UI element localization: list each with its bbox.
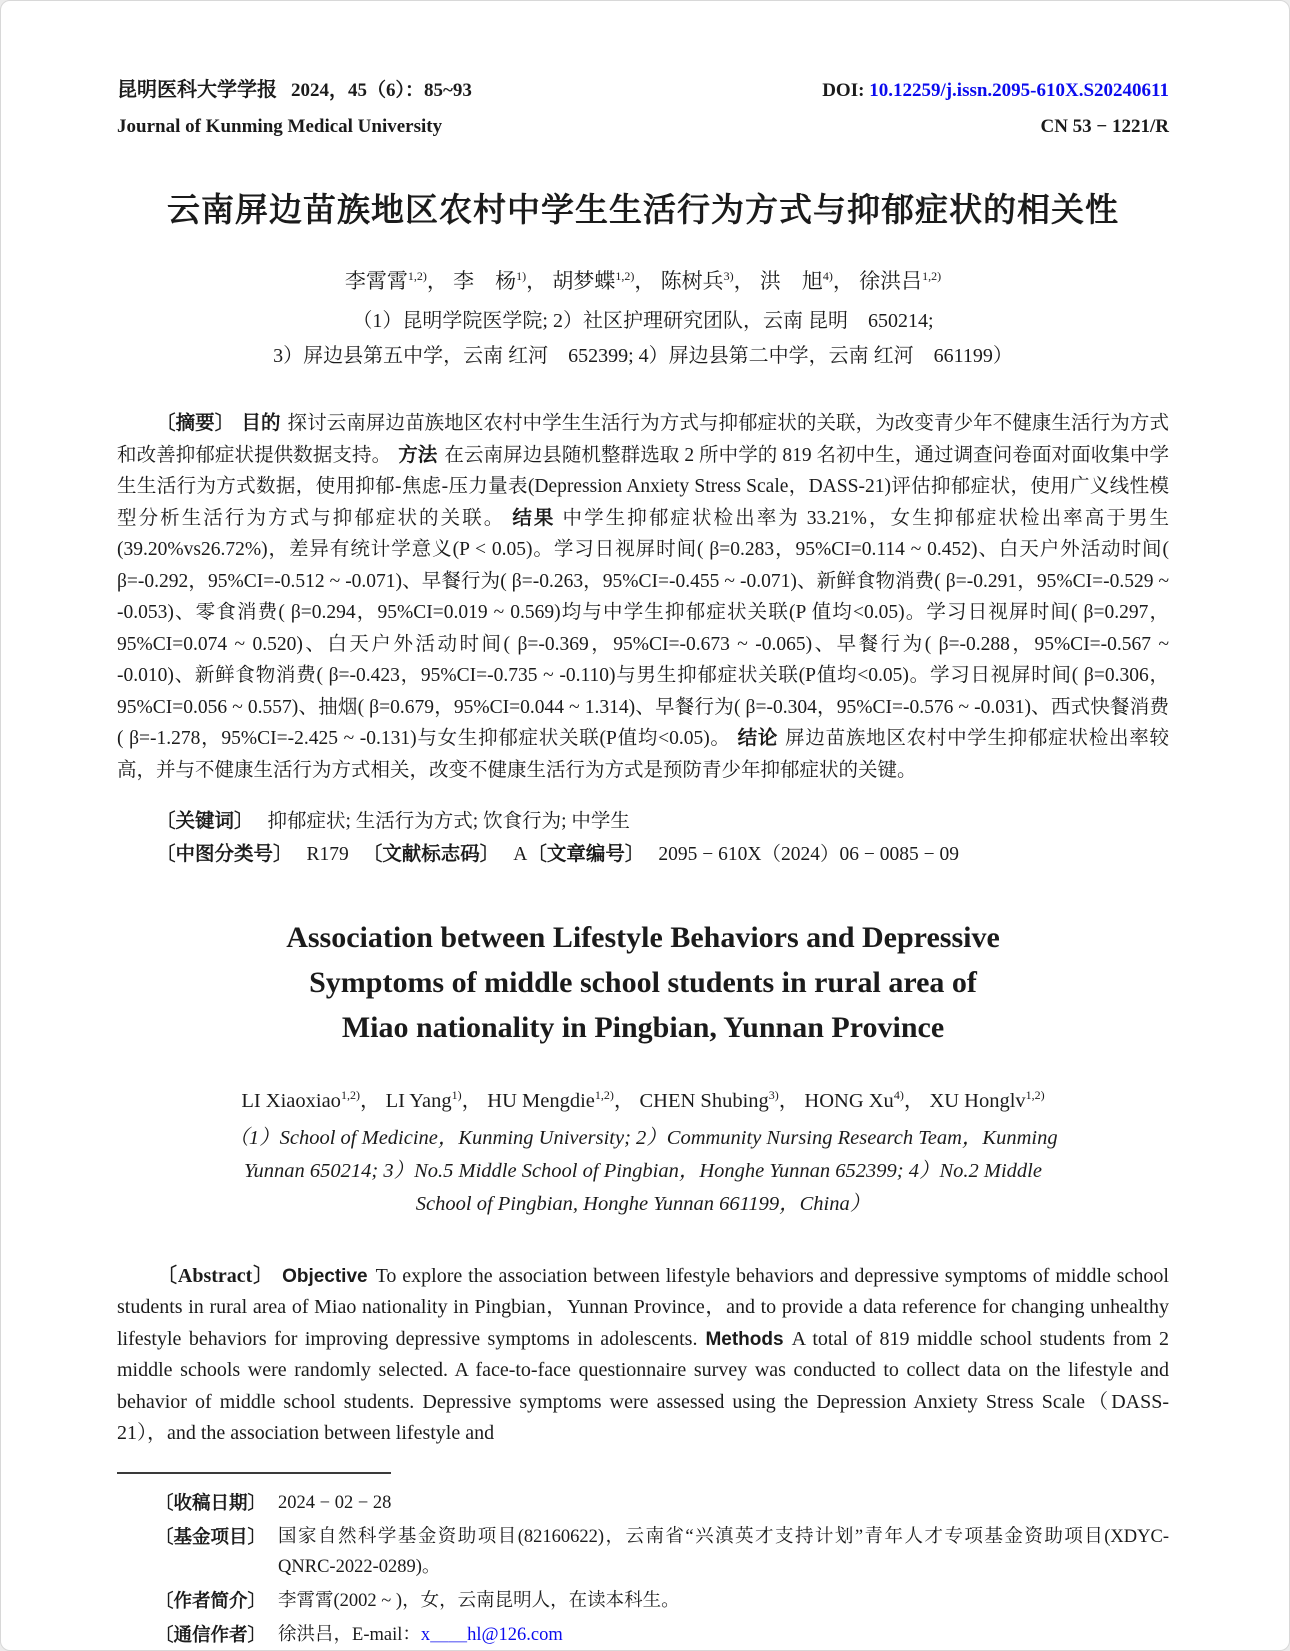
footnote-corresponding	[155, 1620, 1169, 1650]
abstract-cn	[117, 408, 1169, 786]
corresponding-author-text	[278, 1620, 1169, 1650]
abstract-en	[117, 1261, 1169, 1450]
doi-label: DOI:	[822, 80, 870, 101]
keywords-label: 〔关键词〕	[156, 809, 254, 832]
clc-code: R179	[306, 844, 349, 865]
journal-header-row-2	[117, 114, 1169, 140]
author-en: XU Honglv$^{1,2)}$	[929, 1087, 1045, 1112]
doi-link[interactable]: 10.12259/j.issn.2095-610X.S20240611	[869, 80, 1169, 101]
objective-text-cn: 探讨云南屏边苗族地区农村中学生生活行为方式与抑郁症状的关联，为改变青少年不健康生活行为方式和改善抑郁症状提供数据支持。	[117, 413, 1169, 466]
author-affil-sup: 1,2)	[922, 269, 942, 283]
objective-label-cn: 目的	[241, 412, 281, 434]
doc-code-label: 〔文献标志码〕	[362, 843, 500, 865]
clc-label: 〔中图分类号〕	[156, 843, 293, 865]
footnote-author-bio	[155, 1586, 1169, 1616]
corresponding-author-label: 〔通信作者〕	[155, 1623, 267, 1645]
affiliation-cn-line: （1）昆明学院医学院; 2）社区护理研究团队，云南 昆明 650214;	[352, 310, 934, 332]
author-affil-sup: 3)	[723, 269, 734, 283]
keywords-line	[117, 806, 1169, 838]
footnote-received	[155, 1488, 1169, 1518]
affiliation-en-line: （1）School of Medicine，Kunming University; 2）Community Nursing Research Team，Kunming	[228, 1126, 1058, 1149]
author-en: HU Mengdie$^{1,2)}$，	[487, 1087, 635, 1112]
footnote-funding	[155, 1522, 1169, 1582]
author-affil-sup: 1,2)	[1025, 1087, 1045, 1102]
authors-cn	[117, 266, 1169, 296]
footnote-divider	[117, 1472, 391, 1474]
author-affil-sup: 1)	[451, 1087, 462, 1102]
authors-en	[117, 1086, 1169, 1116]
footnotes	[155, 1488, 1169, 1650]
objective-text-en: To explore the association between lifestyle behaviors and depressive symptoms of middle school students in rural area of Miao nationality in Pingbian，Yunnan Province，and to provide a data reference for changing unhealthy lifestyle behaviors for improving depressive symptoms in adolescents.	[117, 1264, 1169, 1350]
cn-publication-number: CN 53 − 1221/R	[1040, 116, 1169, 137]
affiliations-en	[117, 1122, 1169, 1221]
author-en: HONG Xu$^{4)}$，	[804, 1087, 925, 1112]
keywords-text: 抑郁症状; 生活行为方式; 饮食行为; 中学生	[267, 810, 630, 832]
title-en-line: Symptoms of middle school students in rural area of	[309, 965, 977, 999]
author-affil-sup: 1,2)	[340, 1087, 360, 1102]
results-text-cn: 中学生抑郁症状检出率为 33.21%，女生抑郁症状检出率高于男生(39.20%vs26.72%)，差异有统计学意义(P < 0.05)。学习日视屏时间( β=0.283，95%CI=0.114 ~ 0.452)、白天户外活动时间( β=-0.292，95%CI=-0.512 ~ -0.071)、早餐行为( β=-0.263，95%CI=-0.455 ~ -0.071)、新鲜食物消费( β=-0.291，95%CI=-0.529 ~ -0.053)、零食消费( β=0.294，95%CI=0.019 ~ 0.569)均与中学生抑郁症状关联(P 值均<0.05)。学习日视屏时间( β=0.297，95%CI=0.074 ~ 0.520)、白天户外活动时间( β=-0.369，95%CI=-0.673 ~ -0.065)、早餐行为( β=-0.288，95%CI=-0.567 ~ -0.010)、新鲜食物消费( β=-0.423，95%CI=-0.735 ~ -0.110)与男生抑郁症状关联(P值均<0.05)。学习日视屏时间( β=0.306，95%CI=0.056 ~ 0.557)、抽烟( β=0.679，95%CI=0.044 ~ 1.314)、早餐行为( β=-0.304，95%CI=-0.576 ~ -0.031)、西式快餐消费( β=-1.278，95%CI=-2.425 ~ -0.131)与女生抑郁症状关联(P值均<0.05)。	[117, 507, 1169, 749]
author-bio-label: 〔作者简介〕	[155, 1589, 267, 1611]
affiliation-cn-line: 3）屏边县第五中学，云南 红河 652399; 4）屏边县第二中学，云南 红河 661199）	[273, 345, 1013, 367]
author-cn: 陈树兵$^{3)}$，	[660, 269, 755, 293]
funding-text: 国家自然科学基金资助项目(82160622)，云南省“兴滇英才支持计划”青年人才专项基金资助项目(XDYC-QNRC-2022-0289)。	[278, 1526, 1169, 1577]
journal-header-row-1	[117, 77, 1169, 105]
title-en-line: Miao nationality in Pingbian, Yunnan Province	[341, 1010, 945, 1044]
author-cn: 徐洪吕$^{1,2)}$	[859, 269, 942, 293]
abstract-en-label: 〔Abstract〕	[157, 1264, 275, 1287]
author-cn: 李霄霄$^{1,2)}$，	[344, 269, 448, 293]
objective-label-en: Objective	[282, 1265, 368, 1287]
article-title-en	[117, 915, 1169, 1050]
methods-text-en: A total of 819 middle school students from 2 middle schools were randomly selected. A face-to-face questionnaire survey was conducted to collect data on the lifestyle and behavior of middle school students. Depressive symptoms were assessed using the Depression Anxiety Stress Scale（DASS-21），and the association between lifestyle and	[117, 1327, 1169, 1444]
author-cn: 胡梦蝶$^{1,2)}$，	[552, 269, 656, 293]
author-affil-sup: 1,2)	[594, 1087, 614, 1102]
author-bio-text: 李霄霄(2002 ~ )，女，云南昆明人，在读本科生。	[278, 1590, 680, 1611]
title-en-line: Association between Lifestyle Behaviors and Depressive	[286, 920, 1000, 954]
journal-name-cn: 昆明医科大学学报	[117, 79, 277, 101]
journal-name-block	[117, 77, 472, 105]
author-affil-sup: 3)	[768, 1087, 779, 1102]
received-date: 2024 − 02 − 28	[278, 1492, 392, 1513]
author-en: LI Xiaoxiao$^{1,2)}$，	[241, 1087, 381, 1112]
journal-citation: 2024，45（6）：85~93	[291, 80, 472, 101]
journal-name-en: Journal of Kunming Medical University	[117, 116, 443, 137]
affiliation-en-line: Yunnan 650214; 3）No.5 Middle School of Pingbian，Honghe Yunnan 652399; 4）No.2 Middle	[244, 1159, 1042, 1182]
author-cn: 洪 旭$^{4)}$，	[759, 269, 854, 293]
article-number-label: 〔文章编号〕	[527, 843, 645, 865]
methods-text-cn: 在云南屏边县随机整群选取 2 所中学的 819 名初中生，通过调查问卷面对面收集中学生生活行为方式数据，使用抑郁-焦虑-压力量表(Depression Anxiety Stress Scale，DASS-21)评估抑郁症状，使用广义线性模型分析生活行为方式与抑郁症状的关联。	[117, 444, 1169, 529]
author-en: LI Yang$^{1)}$，	[385, 1087, 483, 1112]
funding-label: 〔基金项目〕	[155, 1525, 267, 1547]
author-affil-sup: 1)	[516, 269, 527, 283]
corresponding-email-link[interactable]: x＿＿hl@126.com	[420, 1624, 563, 1645]
received-date-label: 〔收稿日期〕	[155, 1491, 267, 1513]
methods-label-cn: 方法	[398, 443, 438, 466]
author-en: CHEN Shubing$^{3)}$，	[639, 1087, 800, 1112]
conclusion-label-cn: 结论	[737, 727, 779, 749]
affiliations-cn	[117, 304, 1169, 374]
author-affil-sup: 1,2)	[407, 269, 427, 283]
results-label-cn: 结果	[512, 506, 556, 529]
doi-block	[822, 78, 1169, 104]
author-affil-sup: 1,2)	[615, 269, 635, 283]
conclusion-text-cn: 屏边苗族地区农村中学生抑郁症状检出率较高，并与不健康生活行为方式相关，改变不健康生活行为方式是预防青少年抑郁症状的关键。	[117, 728, 1169, 781]
article-title-cn: 云南屏边苗族地区农村中学生生活行为方式与抑郁症状的相关性	[167, 191, 1119, 228]
doc-code: A	[513, 844, 528, 865]
classification-line	[117, 839, 1169, 871]
article-number: 2095 − 610X（2024）06 − 0085 − 09	[658, 844, 959, 865]
methods-label-en: Methods	[705, 1328, 784, 1350]
corresponding-author-name: 徐洪吕，E-mail：	[278, 1624, 421, 1645]
author-cn: 李 杨$^{1)}$，	[453, 269, 548, 293]
author-affil-sup: 4)	[893, 1087, 904, 1102]
abstract-cn-label: 〔摘要〕	[156, 412, 235, 434]
affiliation-en-line: School of Pingbian, Honghe Yunnan 661199，China）	[415, 1192, 871, 1215]
author-affil-sup: 4)	[822, 269, 833, 283]
